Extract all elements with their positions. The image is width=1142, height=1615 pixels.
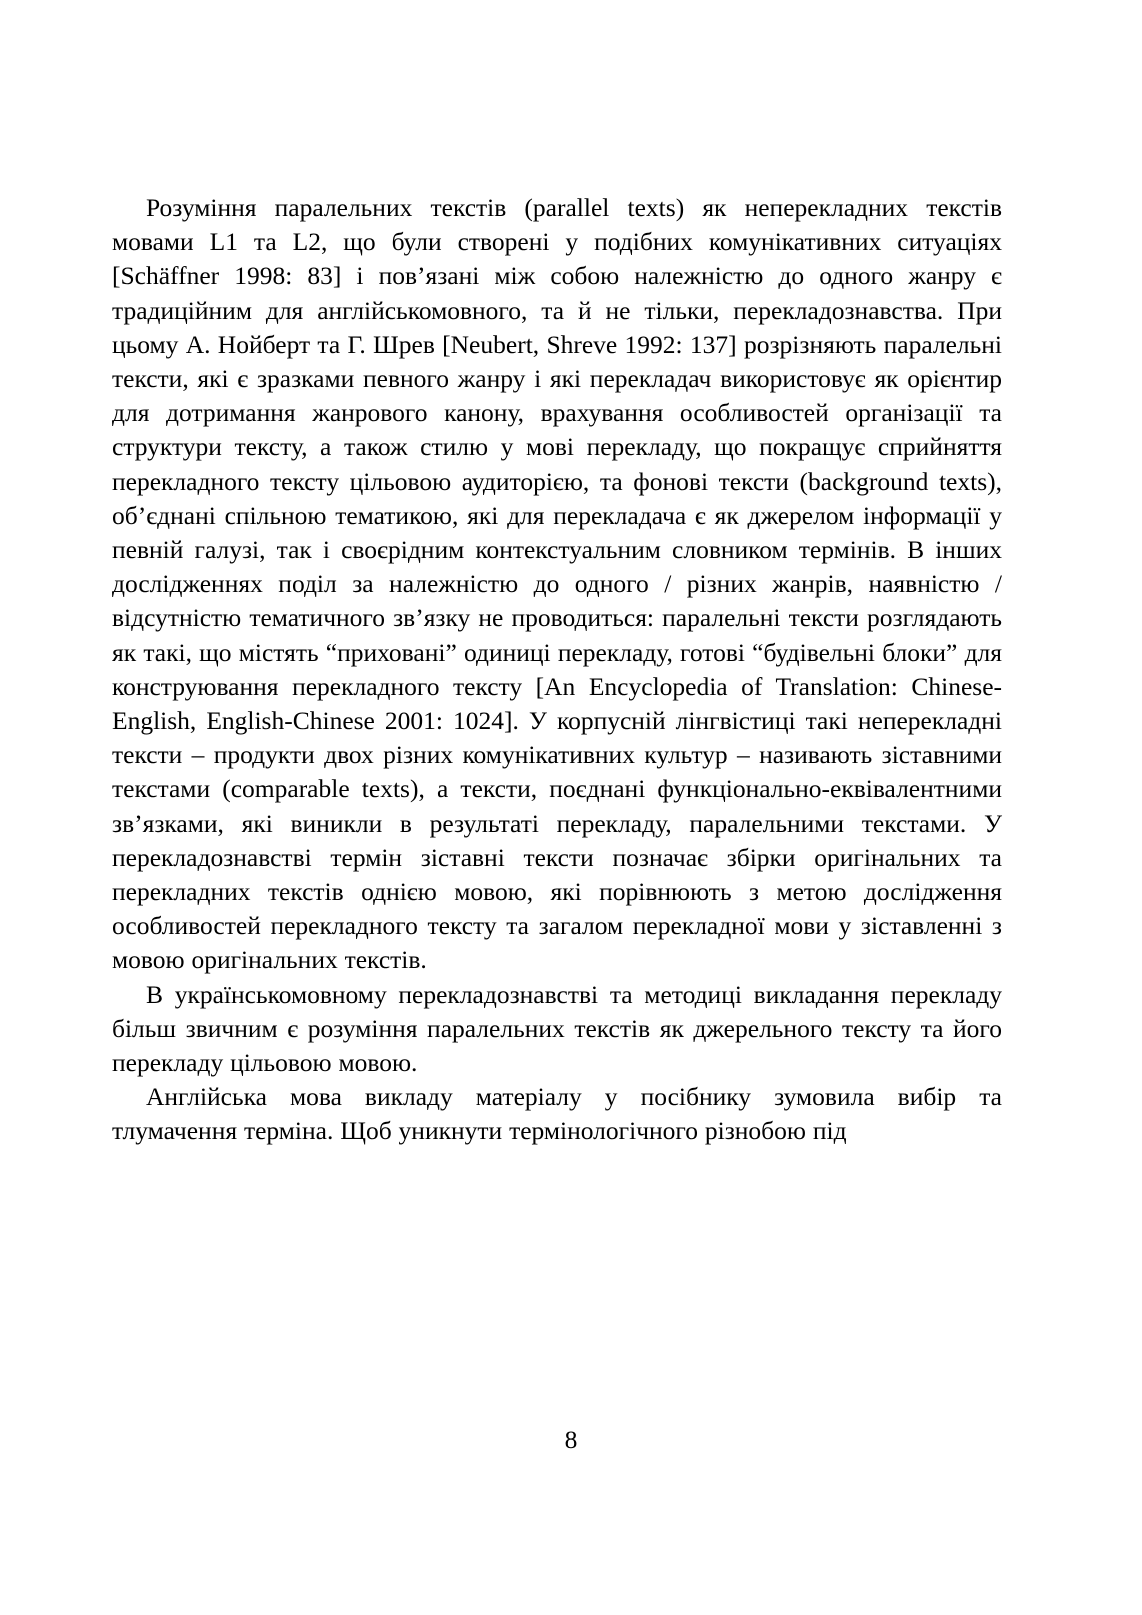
- body-paragraph: В українськомовному перекладознавстві та методиці викладання перекладу більш звичним є розуміння паралельних текстів як джерельного тексту та його перекладу цільовою мовою.: [112, 979, 1002, 1078]
- body-paragraph: Розуміння паралельних текстів (parallel texts) як неперекладних текстів мовами L1 та L2, що були створені у подібних комунікативних ситуаціях [Schäffner 1998: 83] і пов’язані між собою належністю до одного жанру є традиційним для англійськомовного, та й не тільки, перекладознавства. При цьому А. Нойберт та Г. Шрев [Neubert, Shreve 1992: 137] розрізняють паралельні тексти, які є зразками певного жанру і які перекладач використовує як орієнтир для дотримання жанрового канону, врахування особливостей організації та структури тексту, а також стилю у мові перекладу, що покращує сприйняття перекладного тексту цільовою аудиторією, та фонові тексти (background texts), об’єднані спільною тематикою, які для перекладача є як джерелом інформації у певній галузі, так і своєрідним контекстуальним словником термінів. В інших дослідженнях поділ за належністю до одного / різних жанрів, наявністю / відсутністю тематичного зв’язку не проводиться: паралельні тексти розглядають як такі, що містять “приховані” одиниці перекладу, готові “будівельні блоки” для конструювання перекладного тексту [An Encyclopedia of Translation: Chinese-English, English-Chinese 2001: 1024]. У корпусній лінгвістиці такі неперекладні тексти – продукти двох різних комунікативних культур – називають зіставними текстами (comparable texts), а тексти, поєднані функціонально-еквівалентними зв’язками, які виникли в результаті перекладу, паралельними текстами. У перекладознавстві термін зіставні тексти позначає збірки оригінальних та перекладних текстів однією мовою, які порівнюють з метою дослідження особливостей перекладного тексту та загалом перекладної мови у зіставленні з мовою оригінальних текстів.: [112, 193, 1002, 975]
- body-paragraph: Англійська мова викладу матеріалу у посібнику зумовила вибір та тлумачення терміна. Щоб уникнути термінологічного різнобою під: [112, 1082, 1002, 1146]
- body-text-column: [112, 191, 1002, 1149]
- page-number: 8: [564, 1425, 578, 1454]
